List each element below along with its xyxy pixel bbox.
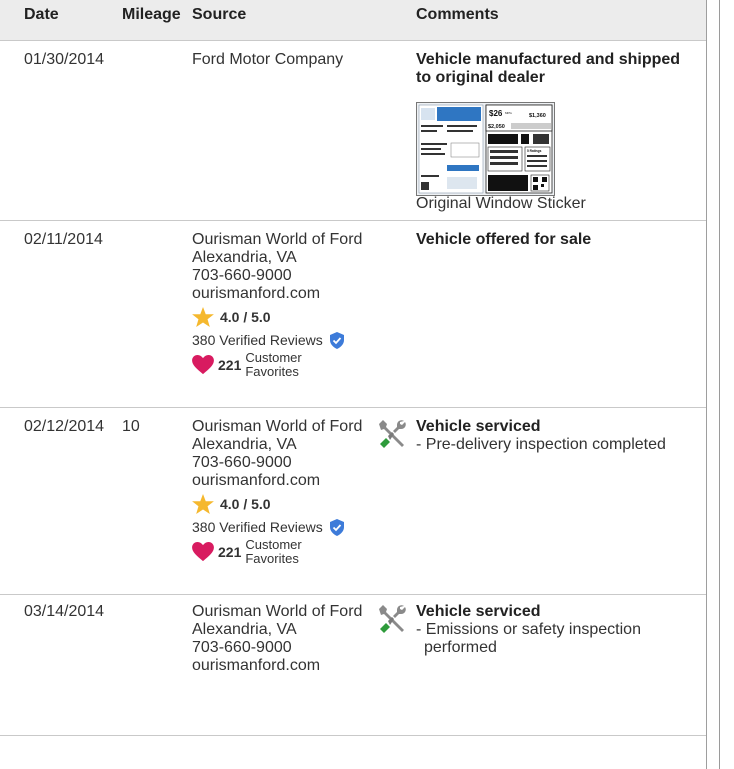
verified-badge-icon (329, 332, 345, 349)
wrench-screwdriver-icon (376, 603, 408, 635)
sticker-mpg: MPG (505, 111, 512, 115)
header-source: Source (192, 6, 247, 23)
table-bottom-divider (0, 735, 706, 736)
row-source (192, 418, 367, 566)
table-row (0, 408, 706, 595)
comment-block (416, 603, 696, 657)
favorites-count: 221 (218, 544, 242, 560)
comment-detail: - Pre-delivery inspection completed (416, 436, 666, 453)
sticker-price: $26 (489, 109, 503, 118)
customer-favorites[interactable] (192, 351, 367, 379)
header-mileage: Mileage (122, 6, 181, 23)
source-name: Ford Motor Company (192, 51, 344, 68)
row-date: 01/30/2014 (24, 51, 105, 68)
heart-icon (192, 355, 214, 375)
star-icon (192, 494, 214, 514)
comment-block (416, 418, 696, 454)
comment-title: Vehicle manufactured and shipped to original dealer (416, 51, 681, 86)
wrench-screwdriver-icon (376, 418, 408, 450)
row-source (192, 231, 367, 379)
source-website[interactable]: ourismanford.com (192, 472, 321, 489)
source-phone[interactable]: 703-660-9000 (192, 639, 292, 656)
comment-title: Vehicle serviced (416, 603, 541, 620)
source-city: Alexandria, VA (192, 621, 297, 638)
dealer-rating[interactable] (192, 307, 367, 327)
row-mileage: 10 (122, 418, 140, 435)
reviews-text: 380 Verified Reviews (192, 332, 323, 348)
verified-reviews[interactable] (192, 331, 367, 349)
source-name[interactable]: Ourisman World of Ford (192, 231, 363, 248)
heart-icon (192, 542, 214, 562)
row-date: 03/14/2014 (24, 603, 105, 620)
source-name[interactable]: Ourisman World of Ford (192, 418, 363, 435)
table-row (0, 595, 706, 769)
source-city: Alexandria, VA (192, 436, 297, 453)
comment-detail: - Emissions or safety inspection performed (416, 621, 641, 656)
comment-title: Vehicle serviced (416, 418, 541, 435)
source-city: Alexandria, VA (192, 249, 297, 266)
star-icon (192, 307, 214, 327)
row-source (192, 51, 367, 69)
row-date: 02/11/2014 (24, 231, 103, 248)
scrollbar-line (719, 0, 720, 769)
source-name[interactable]: Ourisman World of Ford (192, 603, 363, 620)
header-comments: Comments (416, 6, 499, 23)
customer-favorites[interactable] (192, 538, 367, 566)
window-sticker-label[interactable]: Original Window Sticker (416, 195, 586, 212)
row-source (192, 603, 367, 675)
favorites-label: Customer Favorites (245, 350, 302, 379)
rating-value: 4.0 / 5.0 (220, 309, 271, 325)
source-phone[interactable]: 703-660-9000 (192, 454, 292, 471)
verified-badge-icon (329, 519, 345, 536)
table-row (0, 221, 706, 408)
table-header (0, 0, 706, 41)
header-date: Date (24, 6, 59, 23)
dealer-rating[interactable] (192, 494, 367, 514)
row-date: 02/12/2014 (24, 418, 105, 435)
table-row (0, 41, 706, 221)
rating-value: 4.0 / 5.0 (220, 496, 271, 512)
verified-reviews[interactable] (192, 518, 367, 536)
source-website[interactable]: ourismanford.com (192, 657, 321, 674)
favorites-count: 221 (218, 357, 242, 373)
source-phone[interactable]: 703-660-9000 (192, 267, 292, 284)
favorites-label: Customer Favorites (245, 537, 302, 566)
comment-title: Vehicle offered for sale (416, 231, 592, 248)
sticker-deal: $2,050 (488, 124, 505, 130)
sticker-ratings: 5 Ratings (527, 149, 542, 153)
scrollbar-track[interactable] (707, 0, 734, 769)
reviews-text: 380 Verified Reviews (192, 519, 323, 535)
sticker-msrp: $1,360 (529, 113, 546, 119)
window-sticker-thumbnail[interactable] (416, 102, 555, 196)
source-website[interactable]: ourismanford.com (192, 285, 321, 302)
window-sticker-graphic (417, 103, 554, 195)
